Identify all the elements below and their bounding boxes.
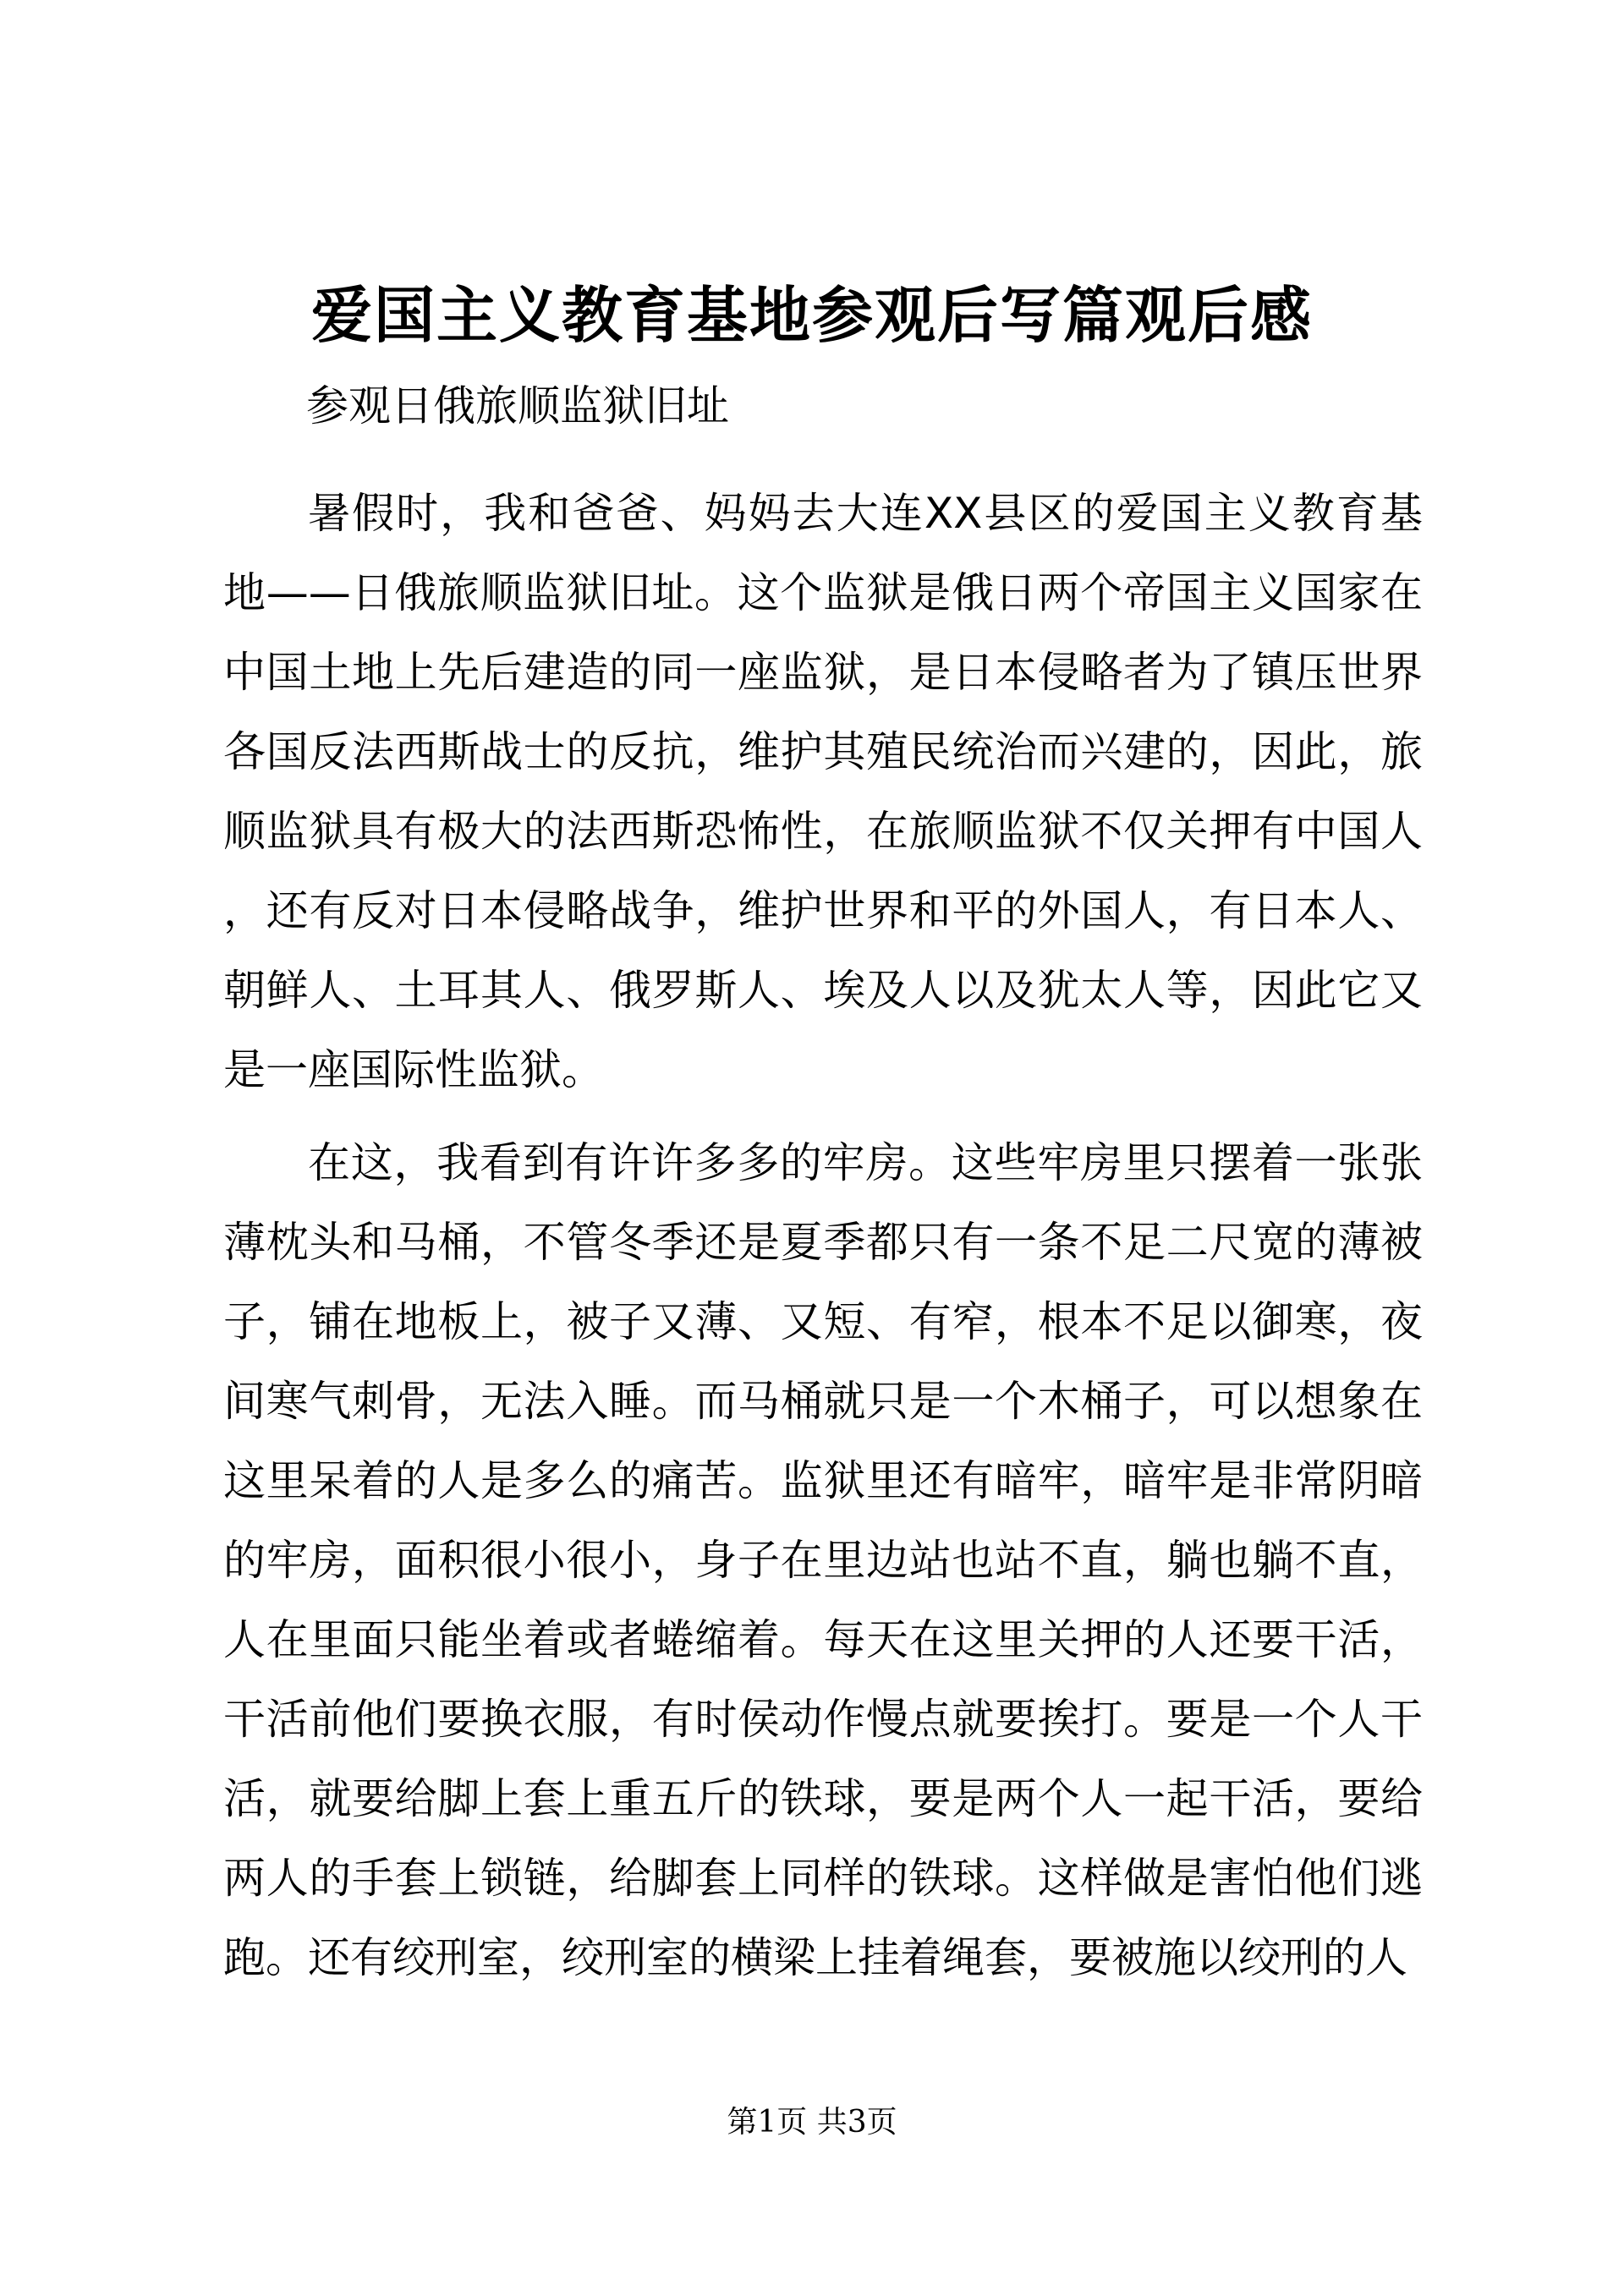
document-subtitle: 参观日俄旅顺监狱旧址: [306, 381, 729, 430]
document-title: 爱国主义教育基地参观后写篇观后感: [310, 279, 1313, 351]
page-footer: [0, 2101, 1624, 2144]
document-body: [223, 474, 1423, 2011]
paragraph: 暑假时，我和爸爸、妈妈去大连XX县区的爱国主义教育基地——日俄旅顺监狱旧址。这个监狱是俄日两个帝国主义国家在中国土地上先后建造的同一座监狱，是日本侵略者为了镇压世界各国反法西斯战士的反抗，维护其殖民统治而兴建的，因此，旅顺监狱具有极大的法西斯恐怖性，在旅顺监狱不仅关押有中国人，还有反对日本侵略战争，维护世界和平的外国人，有日本人、朝鲜人、土耳其人、俄罗斯人、埃及人以及犹太人等，因此它又是一座国际性监狱。: [223, 489, 1423, 1094]
paragraph: 在这，我看到有许许多多的牢房。这些牢房里只摆着一张张薄枕头和马桶，不管冬季还是夏季都只有一条不足二尺宽的薄被子，铺在地板上，被子又薄、又短、有窄，根本不足以御寒，夜间寒气刺骨，无法入睡。而马桶就只是一个木桶子，可以想象在这里呆着的人是多么的痛苦。监狱里还有暗牢，暗牢是非常阴暗的牢房，面积很小很小，身子在里边站也站不直，躺也躺不直，人在里面只能坐着或者蜷缩着。每天在这里关押的人还要干活，干活前他们要换衣服，有时侯动作慢点就要挨打。要是一个人干活，就要给脚上套上重五斤的铁球，要是两个人一起干活，要给两人的手套上锁链，给脚套上同样的铁球。这样做是害怕他们逃跑。还有绞刑室，绞刑室的横梁上挂着绳套，要被施以绞刑的人: [223, 1138, 1423, 1982]
page-number-label: 第1页 共3页: [727, 2105, 897, 2140]
